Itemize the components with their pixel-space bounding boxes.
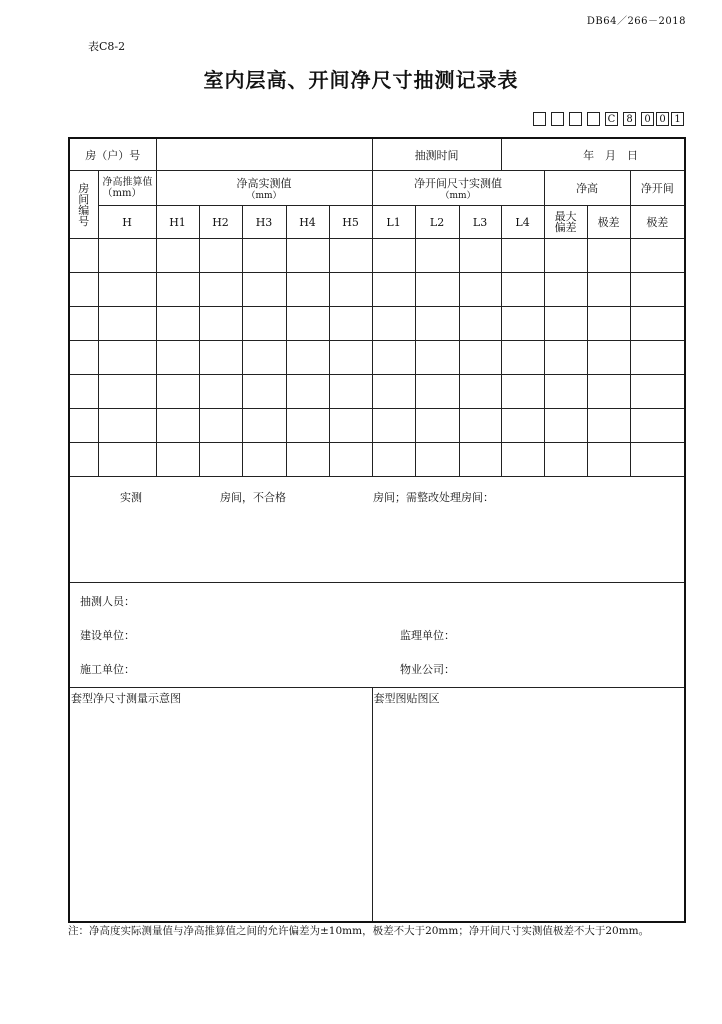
table-cell[interactable]	[544, 409, 587, 443]
table-cell[interactable]	[501, 443, 544, 477]
serial-box: C	[605, 112, 618, 126]
diagram-area[interactable]	[69, 688, 372, 923]
table-cell[interactable]	[501, 273, 544, 307]
table-cell[interactable]	[587, 341, 630, 375]
table-cell[interactable]	[286, 341, 329, 375]
table-cell[interactable]	[630, 307, 685, 341]
table-cell[interactable]	[242, 239, 286, 273]
table-cell[interactable]	[329, 273, 372, 307]
property-label: 物业公司：	[400, 663, 455, 676]
table-cell[interactable]	[459, 443, 501, 477]
room-number-text: 房间编号	[78, 181, 90, 228]
table-cell[interactable]	[372, 273, 415, 307]
table-cell[interactable]	[459, 409, 501, 443]
table-cell[interactable]	[98, 375, 156, 409]
room-label: 房（户）号	[69, 138, 156, 171]
table-cell[interactable]	[587, 239, 630, 273]
table-cell[interactable]	[156, 239, 199, 273]
l1-header: L1	[372, 206, 415, 239]
table-cell[interactable]	[372, 239, 415, 273]
table-cell[interactable]	[459, 341, 501, 375]
remarks-cell[interactable]	[69, 477, 685, 583]
table-cell[interactable]	[501, 375, 544, 409]
table-cell[interactable]	[501, 409, 544, 443]
table-cell[interactable]	[501, 307, 544, 341]
table-cell[interactable]	[501, 341, 544, 375]
table-cell[interactable]	[69, 307, 98, 341]
l2-header: L2	[415, 206, 459, 239]
table-cell[interactable]	[415, 409, 459, 443]
table-cell[interactable]	[242, 443, 286, 477]
range-span-header: 极差	[630, 206, 685, 239]
table-cell[interactable]	[199, 443, 242, 477]
span-measured-header	[372, 171, 544, 206]
table-row	[69, 273, 685, 307]
table-cell[interactable]	[286, 409, 329, 443]
table-cell[interactable]	[199, 307, 242, 341]
table-cell[interactable]	[587, 409, 630, 443]
table-cell[interactable]	[372, 409, 415, 443]
h1-header: H1	[156, 206, 199, 239]
h3-header: H3	[242, 206, 286, 239]
span-measured-unit: （mm）	[440, 191, 476, 201]
table-cell[interactable]	[98, 239, 156, 273]
table-cell[interactable]	[69, 375, 98, 409]
date-field[interactable]	[501, 138, 685, 171]
l3-header: L3	[459, 206, 501, 239]
table-cell[interactable]	[98, 409, 156, 443]
serial-box[interactable]	[533, 112, 546, 126]
table-cell[interactable]	[242, 273, 286, 307]
table-cell[interactable]	[98, 273, 156, 307]
measurement-table	[68, 137, 686, 923]
form-code: 表C8-2	[88, 40, 126, 53]
table-cell[interactable]	[69, 443, 98, 477]
table-cell[interactable]	[630, 375, 685, 409]
table-cell[interactable]	[544, 307, 587, 341]
serial-number-boxes	[533, 112, 684, 126]
net-height-header: 净高	[544, 171, 630, 206]
table-cell[interactable]	[156, 375, 199, 409]
table-cell[interactable]	[156, 273, 199, 307]
diagram-label: 套型净尺寸测量示意图	[71, 692, 181, 705]
table-cell[interactable]	[286, 239, 329, 273]
table-cell[interactable]	[501, 239, 544, 273]
serial-box[interactable]	[569, 112, 582, 126]
range-header: 极差	[587, 206, 630, 239]
table-cell[interactable]	[372, 375, 415, 409]
table-cell[interactable]	[459, 375, 501, 409]
h2-header: H2	[199, 206, 242, 239]
table-cell[interactable]	[98, 443, 156, 477]
table-cell[interactable]	[242, 375, 286, 409]
remark-unqualified: 房间，不合格	[220, 491, 286, 504]
table-cell[interactable]	[544, 443, 587, 477]
room-value[interactable]	[156, 138, 372, 171]
table-cell[interactable]	[199, 273, 242, 307]
inspector-label: 抽测人员：	[80, 595, 135, 608]
table-row	[69, 443, 685, 477]
table-cell[interactable]	[199, 409, 242, 443]
h-header: H	[98, 206, 156, 239]
table-cell[interactable]	[98, 341, 156, 375]
table-cell[interactable]	[415, 443, 459, 477]
table-row	[69, 239, 685, 273]
table-row	[69, 409, 685, 443]
table-cell[interactable]	[199, 341, 242, 375]
table-cell[interactable]	[286, 375, 329, 409]
contractor-label: 施工单位：	[80, 663, 135, 676]
table-cell[interactable]	[329, 443, 372, 477]
table-cell[interactable]	[156, 409, 199, 443]
table-cell[interactable]	[286, 307, 329, 341]
table-cell[interactable]	[242, 341, 286, 375]
table-cell[interactable]	[544, 239, 587, 273]
room-number-header	[69, 171, 98, 239]
table-cell[interactable]	[544, 273, 587, 307]
table-cell[interactable]	[587, 307, 630, 341]
h5-header: H5	[329, 206, 372, 239]
height-measured-header	[156, 171, 372, 206]
date-text: 年 月 日	[583, 148, 639, 162]
table-row	[69, 341, 685, 375]
table-cell[interactable]	[459, 239, 501, 273]
table-cell[interactable]	[415, 239, 459, 273]
table-row	[69, 307, 685, 341]
span-measured-text: 净开间尺寸实测值	[414, 177, 503, 190]
page-title: 室内层高、开间净尺寸抽测记录表	[203, 68, 519, 92]
table-cell[interactable]	[415, 307, 459, 341]
h4-header: H4	[286, 206, 329, 239]
table-cell[interactable]	[156, 341, 199, 375]
table-cell[interactable]	[372, 307, 415, 341]
table-cell[interactable]	[69, 341, 98, 375]
table-cell[interactable]	[286, 443, 329, 477]
table-cell[interactable]	[544, 341, 587, 375]
net-span-header: 净开间	[630, 171, 685, 206]
table-cell[interactable]	[630, 273, 685, 307]
signature-cell	[69, 583, 685, 688]
table-cell[interactable]	[329, 239, 372, 273]
table-cell[interactable]	[242, 409, 286, 443]
serial-box: 8	[623, 112, 636, 126]
height-measured-text: 净高实测值	[236, 177, 292, 190]
table-cell[interactable]	[286, 273, 329, 307]
table-cell[interactable]	[98, 307, 156, 341]
table-cell[interactable]	[459, 307, 501, 341]
paste-area[interactable]	[372, 688, 685, 923]
l4-header: L4	[501, 206, 544, 239]
remark-rectify: 房间；需整改处理房间：	[373, 491, 494, 504]
standard-code: DB64／266－2018	[586, 16, 686, 27]
table-cell[interactable]	[329, 375, 372, 409]
table-cell[interactable]	[156, 443, 199, 477]
table-cell[interactable]	[242, 307, 286, 341]
table-cell[interactable]	[372, 443, 415, 477]
table-cell[interactable]	[587, 375, 630, 409]
table-cell[interactable]	[587, 273, 630, 307]
table-cell[interactable]	[544, 375, 587, 409]
table-cell[interactable]	[630, 443, 685, 477]
table-cell[interactable]	[329, 409, 372, 443]
max-deviation-header	[544, 206, 587, 239]
remark-measured: 实测	[120, 491, 142, 504]
serial-box: 0	[656, 112, 669, 126]
builder-label: 建设单位：	[80, 629, 135, 642]
table-cell[interactable]	[415, 375, 459, 409]
table-cell[interactable]	[69, 239, 98, 273]
table-cell[interactable]	[69, 273, 98, 307]
footnote: 注：净高度实际测量值与净高推算值之间的允许偏差为±10mm，极差不大于20mm；净开间尺寸实测值极差不大于20mm。	[68, 925, 650, 937]
table-cell[interactable]	[630, 341, 685, 375]
height-calc-header	[98, 171, 156, 206]
table-cell[interactable]	[329, 307, 372, 341]
max-deviation-text: 最大偏差	[554, 210, 577, 234]
serial-box: 1	[671, 112, 684, 126]
table-cell[interactable]	[329, 341, 372, 375]
serial-box: 0	[641, 112, 654, 126]
table-cell[interactable]	[199, 375, 242, 409]
serial-box[interactable]	[551, 112, 564, 126]
table-row	[69, 375, 685, 409]
table-cell[interactable]	[156, 307, 199, 341]
table-cell[interactable]	[372, 341, 415, 375]
supervisor-label: 监理单位：	[400, 629, 455, 642]
table-cell[interactable]	[199, 239, 242, 273]
paste-label: 套型图贴图区	[373, 692, 440, 705]
table-cell[interactable]	[415, 341, 459, 375]
table-cell[interactable]	[415, 273, 459, 307]
table-cell[interactable]	[459, 273, 501, 307]
time-label: 抽测时间	[372, 138, 501, 171]
height-calc-text: 净高推算值（mm）	[102, 177, 153, 199]
table-cell[interactable]	[630, 409, 685, 443]
table-cell[interactable]	[587, 443, 630, 477]
table-cell[interactable]	[69, 409, 98, 443]
table-cell[interactable]	[630, 239, 685, 273]
serial-box[interactable]	[587, 112, 600, 126]
height-measured-unit: （mm）	[246, 191, 282, 201]
